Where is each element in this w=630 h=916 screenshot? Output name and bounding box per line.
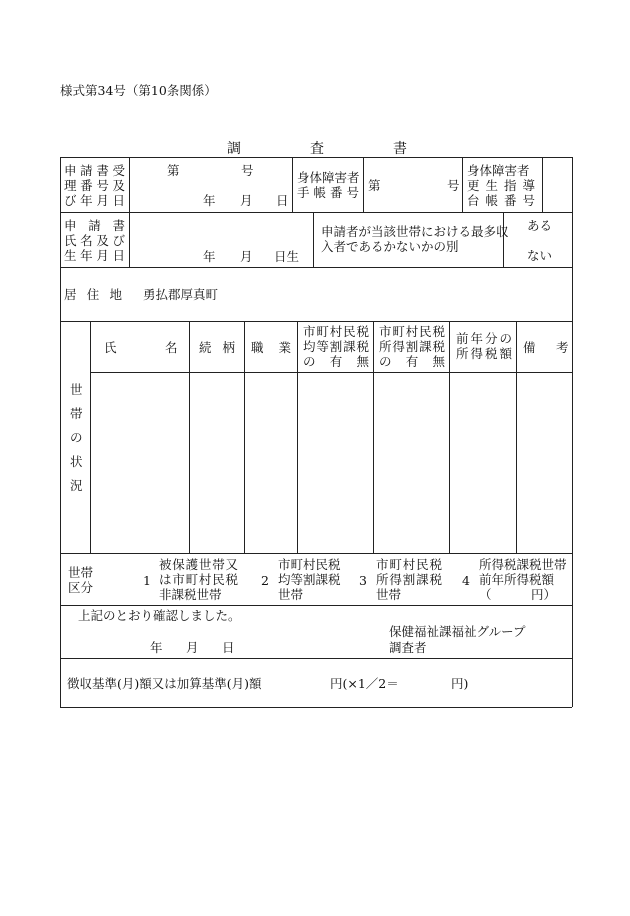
investigator-label: 調査者 — [389, 640, 427, 655]
category-1-line-3: 非課税世帯 — [159, 587, 222, 602]
confirmation-year: 年 — [150, 640, 163, 655]
category-1-number: 1 — [143, 573, 151, 588]
category-2-line-1: 市町村民税 — [278, 557, 341, 572]
category-4-line-1: 所得税課税世帯 — [479, 557, 567, 572]
option-nai: ない — [527, 248, 553, 263]
col-remarks-char-1: 備 — [523, 340, 536, 355]
handbook-label-line-1: 身体障害者 — [297, 170, 360, 185]
category-4-line-2: 前年所得税額 — [479, 572, 555, 587]
col-remarks-char-2: 考 — [556, 340, 569, 355]
handbook-dai: 第 — [368, 178, 381, 193]
category-2-line-3: 世帯 — [278, 587, 304, 602]
category-3-line-3: 世帯 — [376, 587, 402, 602]
col-per-capita-tax-line-1: 市 町 村 民 税 — [303, 324, 369, 339]
application-day: 日 — [276, 193, 289, 208]
category-4-paren-close: 円） — [531, 587, 557, 602]
category-2-line-2: 均等割課税 — [278, 572, 341, 587]
col-prev-income-tax-line-1: 前 年 分 の — [456, 331, 512, 346]
household-side-label-4: 状 — [70, 454, 83, 469]
category-1-line-1: 被 保 護 世 帯 又 — [159, 557, 238, 572]
category-3-number: 3 — [359, 573, 367, 588]
category-4-paren-open: （ — [479, 587, 492, 602]
applicant-label-line-3: 生 年 月 日 — [64, 248, 125, 263]
application-number-label-line-2: 理 番 号 及 — [64, 178, 125, 193]
applicant-label-line-1: 申 請 書 — [64, 218, 125, 233]
household-side-label-2: 帯 — [70, 406, 83, 421]
application-go: 号 — [241, 163, 254, 178]
col-name-char-1: 氏 — [104, 340, 117, 355]
category-label-line-1: 世帯 — [68, 565, 94, 580]
household-side-label-5: 況 — [70, 478, 83, 493]
application-number-label-line-1: 申 請 書 受 — [64, 163, 125, 178]
applicant-label-line-2: 氏 名 及 び — [64, 233, 125, 248]
col-prev-income-tax-line-2: 所 得 税 額 — [456, 346, 512, 361]
confirmation-text: 上記のとおり確認しました。 — [78, 608, 241, 623]
birth-year: 年 — [203, 249, 216, 264]
handbook-go: 号 — [447, 178, 460, 193]
birth-month: 月 — [240, 249, 253, 264]
col-income-levy-line-1: 市 町 村 民 税 — [379, 324, 445, 339]
household-side-label-1: 世 — [70, 382, 83, 397]
col-per-capita-tax-line-3: の 有 無 — [303, 354, 369, 369]
collection-standard-yen-2: 円) — [451, 676, 469, 691]
department-name: 保健福祉課福祉グループ — [389, 624, 526, 639]
col-per-capita-tax-line-2: 均 等 割 課 税 — [303, 339, 369, 354]
option-aru: ある — [527, 218, 553, 233]
application-dai: 第 — [167, 163, 180, 178]
application-month: 月 — [240, 193, 253, 208]
birth-day: 日生 — [274, 249, 300, 264]
application-number-label-line-3: び 年 月 日 — [64, 193, 125, 208]
form-number: 様式第34号（第10条関係） — [60, 83, 217, 98]
guidance-register-label-line-1: 身体障害者 — [467, 163, 530, 178]
address-value: 勇払郡厚真町 — [143, 287, 219, 302]
category-1-line-2: は 市 町 村 民 税 — [159, 572, 238, 587]
col-income-levy-line-3: の 有 無 — [379, 354, 445, 369]
top-earner-question-line-2: 入者であるかないかの別 — [321, 239, 459, 254]
top-earner-question-line-1: 申請者が当該世帯における最多収 — [321, 224, 509, 239]
title-char-3: 書 — [393, 141, 407, 157]
col-name-char-2: 名 — [165, 340, 178, 355]
category-3-line-1: 市 町 村 民 税 — [376, 557, 442, 572]
confirmation-month: 月 — [186, 640, 199, 655]
collection-standard-yen-1: 円(×1／2＝ — [330, 676, 399, 691]
guidance-register-label-line-3: 台 帳 番 号 — [467, 193, 535, 208]
category-3-line-2: 所 得 割 課 税 — [376, 572, 442, 587]
col-occupation: 職 業 — [251, 340, 291, 355]
title-char-2: 査 — [310, 141, 324, 157]
category-2-number: 2 — [261, 573, 269, 588]
title-char-1: 調 — [227, 141, 241, 157]
handbook-label-line-2: 手 帳 番 号 — [297, 185, 359, 200]
col-income-levy-line-2: 所 得 割 課 税 — [379, 339, 445, 354]
category-4-number: 4 — [462, 573, 470, 588]
guidance-register-label-line-2: 更 生 指 導 — [467, 178, 535, 193]
application-year: 年 — [203, 193, 216, 208]
household-side-label-3: の — [70, 430, 83, 445]
confirmation-day: 日 — [222, 640, 235, 655]
col-relation: 続 柄 — [199, 340, 235, 355]
address-label: 居 住 地 — [64, 287, 122, 302]
collection-standard-label: 徴収基準(月)額又は加算基準(月)額 — [67, 676, 262, 691]
category-label-line-2: 区分 — [68, 580, 94, 595]
